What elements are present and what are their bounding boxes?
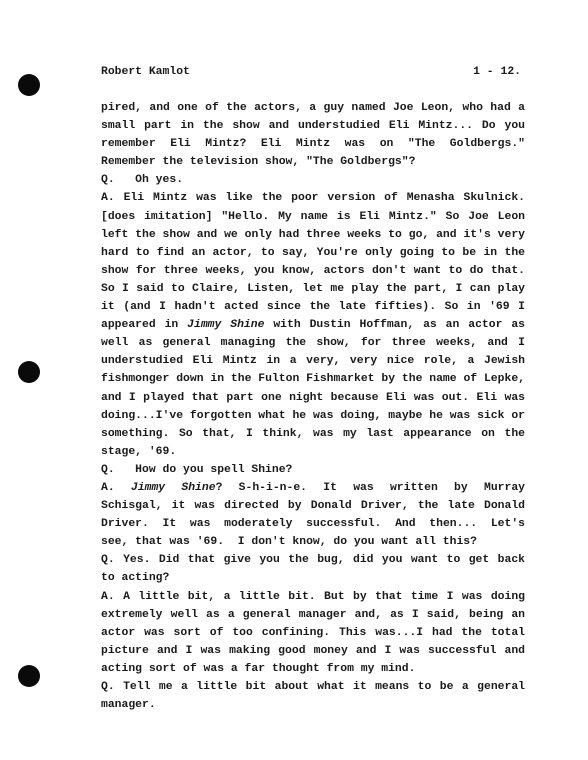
line-text: ? S-h-i-n-e. It was written by Murray <box>215 481 525 494</box>
transcript-line: [does imitation] "Hello. My name is Eli Mintz." So Joe Leon <box>101 210 525 223</box>
transcript-line: hard to find an actor, to say, You're only going to be in the <box>101 246 525 259</box>
transcript-line: Schisgal, it was directed by Donald Driver, the late Donald <box>101 500 525 513</box>
transcript-line: Q. Oh yes. <box>101 174 184 187</box>
transcript-line: small part in the show and understudied Eli Mintz... Do you <box>101 120 525 133</box>
line-text: A. <box>101 481 131 494</box>
transcript-line: and I played that part one night because Eli was out. Eli was <box>101 391 525 404</box>
transcript-body <box>101 99 525 714</box>
transcript-line: understudied Eli Mintz in a very, very nice role, a Jewish <box>101 355 525 368</box>
transcript-line: pired, and one of the actors, a guy named Joe Leon, who had a <box>101 102 525 114</box>
transcript-line: something. So that, I think, was my last appearance on the <box>101 427 525 440</box>
transcript-line: Q. Tell me a little bit about what it means to be a general <box>101 681 525 693</box>
transcript-line: see, that was '69. I don't know, do you want all this? <box>101 536 477 549</box>
transcript-line <box>101 479 525 497</box>
transcript-line: stage, '69. <box>101 445 177 458</box>
transcript-line: remember Eli Mintz? Eli Mintz was on "The Goldbergs." <box>101 138 525 151</box>
transcript-line: picture and I was making good money and I was successful and <box>101 644 525 657</box>
transcript-line: A. A little bit, a little bit. But by that time I was doing <box>101 590 525 603</box>
play-title: Jimmy Shine <box>187 319 265 332</box>
transcript-line: it (and I hadn't acted since the late fifties). So in '69 I <box>101 301 525 314</box>
transcript-line: fishmonger down in the Fulton Fishmarket by the name of Lepke, <box>101 373 525 386</box>
transcript-line: to acting? <box>101 572 170 585</box>
transcript-line: acting sort of was a far thought from my mind. <box>101 662 416 675</box>
punch-hole-bottom <box>18 665 40 687</box>
transcript-line <box>101 316 525 334</box>
transcript-line: extremely well as a general manager and, as I said, being an <box>101 608 525 621</box>
transcript-line: So I said to Claire, Listen, let me play the part, I can play <box>101 282 525 295</box>
transcript-line: doing...I've forgotten what he was doing, maybe he was sick or <box>101 409 525 422</box>
line-text: appeared in <box>101 319 188 332</box>
interviewee-name: Robert Kamlot <box>101 66 190 78</box>
transcript-line: well as general managing the show, for three weeks, and I <box>101 337 525 350</box>
transcript-line: Driver. It was moderately successful. And then... Let's <box>101 518 525 531</box>
transcript-line: Remember the television show, "The Goldbergs"? <box>101 156 416 169</box>
page-number: 1 - 12. <box>473 66 521 78</box>
punch-hole-middle <box>18 361 40 383</box>
transcript-line: manager. <box>101 699 156 712</box>
page-header <box>101 66 521 78</box>
play-title: Jimmy Shine <box>130 481 216 494</box>
transcript-line: actor was sort of too confining. This was...I had the total <box>101 626 525 639</box>
transcript-line: A. Eli Mintz was like the poor version of Menasha Skulnick. <box>101 192 525 205</box>
transcript-line: Q. How do you spell Shine? <box>101 463 293 476</box>
line-text: with Dustin Hoffman, as an actor as <box>264 319 525 332</box>
transcript-line: Q. Yes. Did that give you the bug, did you want to get back <box>101 554 525 567</box>
punch-hole-top <box>18 74 40 96</box>
transcript-line: show for three weeks, you know, actors don't want to do that. <box>101 264 525 277</box>
transcript-line: left the show and we only had three weeks to go, and it's very <box>101 228 525 241</box>
